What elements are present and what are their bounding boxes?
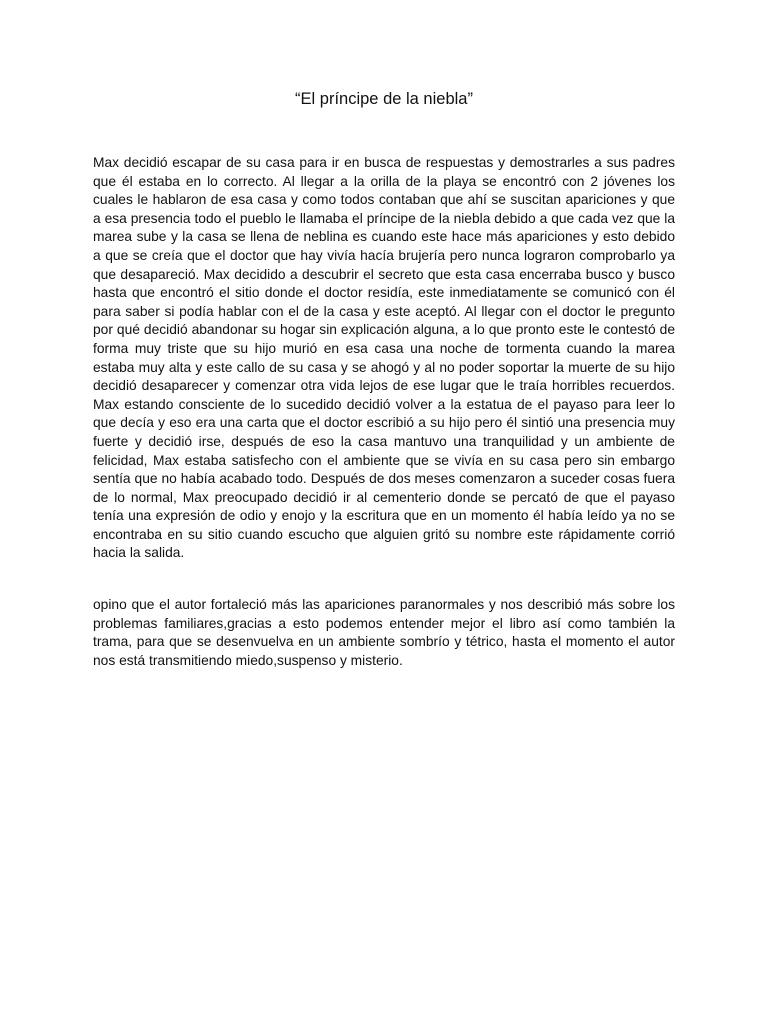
body-paragraph-summary: Max decidió escapar de su casa para ir en busca de respuestas y demostrarles a sus padres que él estaba en lo correcto. Al llegar a la orilla de la playa se encontró con 2 jóvenes los cuales le hablaron de esa casa y como todos contaban que ahí se suscitan apariciones y que a esa presencia todo el pueblo le llamaba el príncipe de la niebla debido a que cada vez que la marea sube y la casa se llena de neblina es cuando este hace más apariciones y esto debido a que se creía que el doctor que hay vivía hacía brujería pero nunca lograron comprobarlo ya que desapareció. Max decidido a descubrir el secreto que esta casa encerraba busco y busco hasta que encontró el sitio donde el doctor residía, este inmediatamente se comunicó con él para saber si podía hablar con el de la casa y este aceptó. Al llegar con el doctor le pregunto por qué decidió abandonar su hogar sin explicación alguna, a lo que pronto este le contestó de forma muy triste que su hijo murió en esa casa una noche de tormenta cuando la marea estaba muy alta y este callo de su casa y se ahogó y al no poder soportar la muerte de su hijo decidió desaparecer y comenzar otra vida lejos de ese lugar que le traía horribles recuerdos. Max estando consciente de lo sucedido decidió volver a la estatua de el payaso para leer lo que decía y eso era una carta que el doctor escribió a su hijo pero él sintió una presencia muy fuerte y decidió irse, después de eso la casa mantuvo una tranquilidad y un ambiente de felicidad, Max estaba satisfecho con el ambiente que se vivía en su casa pero sin embargo sentía que no había acabado todo. Después de dos meses comenzaron a suceder cosas fuera de lo normal, Max preocupado decidió ir al cementerio donde se percató de que el payaso tenía una expresión de odio y enojo y la escritura que en un momento él había leído ya no se encontraba en su sitio cuando escucho que alguien gritó su nombre este rápidamente corrió hacia la salida. [93,155,675,561]
document-title: “El príncipe de la niebla” [295,90,473,108]
body-paragraph-opinion: opino que el autor fortaleció más las apariciones paranormales y nos describió más sobre los problemas familiares,gracias a esto podemos entender mejor el libro así como también la trama, para que se desenvuelva en un ambiente sombrío y tétrico, hasta el momento el autor nos está transmitiendo miedo,suspenso y misterio. [93,597,675,668]
